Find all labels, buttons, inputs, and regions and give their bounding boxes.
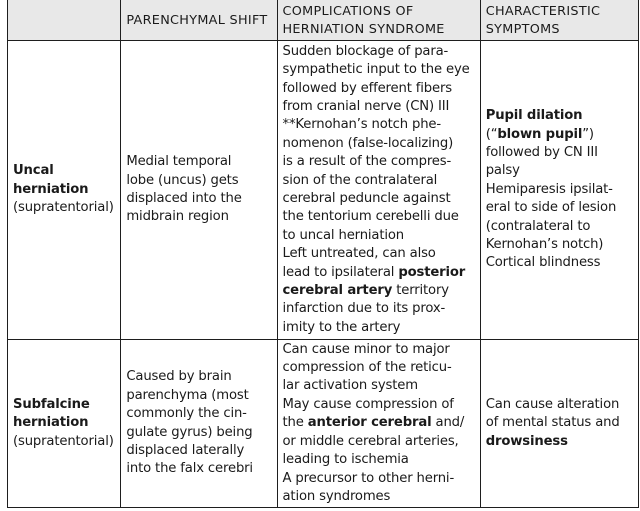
- text-line: Left untreated, can also: [282, 246, 436, 262]
- text-line: Caused by brain: [126, 369, 232, 385]
- text-line: [283, 414, 476, 432]
- text-line: cerebral peduncle against: [282, 191, 451, 206]
- text-run: (“: [485, 126, 498, 142]
- text-line: is a result of the compres-: [282, 154, 452, 170]
- text-line: gulate gyrus) being: [126, 424, 253, 440]
- header-complications: [277, 0, 480, 41]
- syndrome-name: herniation: [13, 181, 89, 197]
- header-line: CHARACTERISTIC: [485, 3, 601, 19]
- text-line: imity to the artery: [282, 319, 401, 335]
- text-line: followed by efferent fibers: [282, 80, 452, 96]
- text-run: ”): [582, 126, 594, 142]
- text-line: A precursor to other herni-: [282, 470, 455, 486]
- syndrome-cell: [8, 340, 121, 508]
- syndrome-name: Uncal: [13, 163, 54, 179]
- text-line: sympathetic input to the eye: [282, 62, 470, 78]
- text-line: parenchyma (most: [126, 387, 249, 403]
- text-line: sion of the contralateral: [282, 172, 438, 188]
- text-line: infarction due to its prox-: [282, 301, 446, 317]
- text-line: nomenon (false-localizing): [282, 135, 454, 151]
- text-line: leading to ischemia: [282, 452, 409, 468]
- syndrome-location: (supratentorial): [13, 200, 114, 216]
- text-line: the tentorium cerebelli due: [282, 209, 459, 225]
- text-line: Hemiparesis ipsilat-: [485, 181, 613, 197]
- text-line: or middle cerebral arteries,: [282, 433, 459, 449]
- header-line: COMPLICATIONS OF: [282, 3, 414, 19]
- text-run: territory: [392, 283, 449, 299]
- text-line: to uncal herniation: [282, 227, 405, 243]
- text-line: displaced into the: [126, 191, 242, 206]
- text-line: May cause compression of: [282, 396, 454, 412]
- symptoms-cell: [480, 41, 638, 340]
- text-line: [486, 126, 634, 144]
- parenchymal-shift-cell: [121, 41, 277, 340]
- text-line: Kernohan’s notch): [485, 237, 604, 253]
- text-line: **Kernohan’s notch phe-: [282, 117, 442, 133]
- syndrome-name: Subfalcine: [13, 396, 90, 412]
- text-run: the: [282, 415, 308, 431]
- text-line: lobe (uncus) gets: [126, 172, 239, 188]
- herniation-syndromes-table: [7, 0, 639, 508]
- text-line: Can cause alteration: [485, 396, 620, 412]
- text-line: [283, 282, 476, 300]
- text-line: (contralateral to: [485, 218, 591, 234]
- header-line: SYMPTOMS: [485, 21, 560, 37]
- text-line: [486, 433, 634, 451]
- emphasis-cerebral-artery: cerebral artery: [282, 283, 393, 299]
- syndrome-name: herniation: [13, 415, 89, 431]
- text-line: Sudden blockage of para-: [282, 43, 449, 59]
- text-line: followed by CN III: [485, 144, 598, 160]
- text-line: commonly the cin-: [126, 406, 247, 422]
- emphasis-pupil-dilation: Pupil dilation: [485, 108, 583, 124]
- text-line: [283, 264, 476, 282]
- complications-cell: [277, 340, 480, 508]
- text-line: from cranial nerve (CN) III: [282, 98, 450, 114]
- table-row: [8, 340, 639, 508]
- table-row: [8, 41, 639, 340]
- header-characteristic-symptoms: [480, 0, 638, 41]
- text-line: palsy: [485, 163, 520, 179]
- text-line: eral to side of lesion: [485, 200, 617, 216]
- text-line: Can cause minor to major: [282, 341, 450, 357]
- emphasis-drowsiness: drowsiness: [485, 433, 568, 449]
- text-line: midbrain region: [126, 209, 229, 225]
- syndrome-location: (supratentorial): [13, 433, 114, 449]
- text-line: into the falx cerebri: [126, 461, 253, 477]
- text-line: compression of the reticu-: [282, 360, 452, 376]
- header-syndrome: [8, 0, 121, 41]
- header-line: HERNIATION SYNDROME: [282, 21, 445, 37]
- text-line: [486, 107, 634, 125]
- header-parenchymal-shift: PARENCHYMAL SHIFT: [121, 0, 277, 41]
- symptoms-cell: [480, 340, 638, 508]
- text-line: of mental status and: [485, 415, 620, 431]
- text-line: lar activation system: [282, 378, 418, 394]
- text-line: ation syndromes: [282, 488, 391, 504]
- text-line: Cortical blindness: [485, 255, 601, 271]
- text-run: and/: [431, 415, 465, 431]
- table-header-row: [8, 0, 639, 41]
- text-line: Medial temporal: [126, 154, 232, 170]
- text-line: displaced laterally: [126, 442, 245, 458]
- emphasis-blown-pupil: blown pupil: [497, 126, 583, 142]
- text-run: lead to ipsilateral: [282, 264, 399, 280]
- complications-cell: [277, 41, 480, 340]
- parenchymal-shift-cell: [121, 340, 277, 508]
- emphasis-posterior: posterior: [398, 264, 466, 280]
- syndrome-cell: [8, 41, 121, 340]
- emphasis-anterior-cerebral: anterior cerebral: [307, 415, 432, 431]
